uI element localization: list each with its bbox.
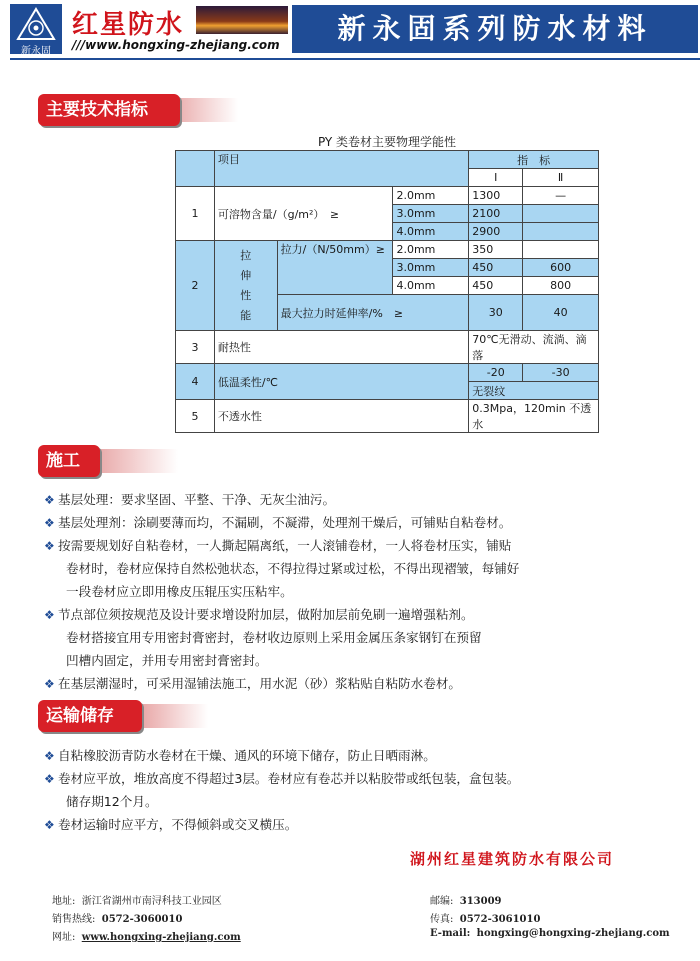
table-row: 3.0mm 2100 [176, 205, 599, 223]
diamond-bullet-icon: ❖ [44, 493, 55, 507]
table-row: 最大拉力时延伸率/% ≥ 30 40 [176, 295, 599, 331]
table-header-row [176, 151, 599, 169]
company-logo [10, 4, 62, 57]
star-triangle-icon [16, 7, 56, 41]
bridge-night-photo [196, 6, 288, 34]
list-item: ❖ 基层处理剂：涂刷要薄而均，不漏刷，不凝滞，处理剂干燥后，可铺贴自粘卷材。 [44, 513, 511, 533]
row2-name: 拉 伸 性 能 [214, 241, 277, 331]
diamond-bullet-icon: ❖ [44, 818, 55, 832]
footer-email: E-mail: hongxing@hongxing-zhejiang.com [430, 928, 670, 939]
header-item: 项目 [214, 151, 468, 187]
table-row: 4.0mm 2900 [176, 223, 599, 241]
list-item: ❖ 卷材应平放，堆放高度不得超过3层。卷材应有卷芯并以粘胶带或纸包装，盒包装。 [44, 769, 519, 789]
section-tab-transport [38, 700, 208, 734]
table-row: 2 拉 伸 性 能 拉力/（N/50mm）≥ 2.0mm 350 [176, 241, 599, 259]
diamond-bullet-icon: ❖ [44, 749, 55, 763]
footer-fax: 传真: 0572-3061010 [430, 914, 541, 925]
footer-postcode: 邮编: 313009 [430, 896, 502, 907]
section-title-construction: 施工 [38, 445, 100, 477]
section-tab-tech [38, 94, 238, 128]
header-grade-II: Ⅱ [523, 169, 599, 187]
table-row: 3.0mm 450 600 [176, 259, 599, 277]
list-item: ❖ 按需要规划好自粘卷材，一人撕起隔离纸，一人滚铺卷材，一人将卷材压实，铺贴 [44, 536, 511, 556]
page-header [0, 0, 700, 58]
website-link[interactable]: www.hongxing-zhejiang.com [81, 932, 241, 943]
email-link[interactable]: hongxing@hongxing-zhejiang.com [476, 928, 670, 939]
section-title-transport: 运输储存 [38, 700, 142, 732]
table-row: 4.0mm 450 800 [176, 277, 599, 295]
header-index: 指 标 [469, 151, 599, 169]
list-item: ❖ 在基层潮湿时，可采用湿铺法施工，用水泥（砂）浆粘贴自粘防水卷材。 [44, 674, 461, 694]
table-row: 5 不透水性 0.3Mpa，120min 不透水 [176, 400, 599, 433]
list-item: ❖ 自粘橡胶沥青防水卷材在干燥、通风的环境下储存，防止日晒雨淋。 [44, 746, 436, 766]
table-row: 无裂纹 [176, 382, 599, 400]
diamond-bullet-icon: ❖ [44, 516, 55, 530]
properties-table [175, 150, 599, 433]
diamond-bullet-icon: ❖ [44, 539, 55, 553]
diamond-bullet-icon: ❖ [44, 677, 55, 691]
section-tab-construction [38, 445, 178, 479]
table-row: 4 低温柔性/℃ -20 -30 [176, 364, 599, 382]
row2-pull: 拉力/（N/50mm）≥ [277, 241, 393, 295]
footer-website: 网址: www.hongxing-zhejiang.com [52, 932, 241, 943]
header-divider [10, 58, 700, 60]
table-row: 1 可溶物含量/（g/m²） ≥ 2.0mm 1300 — [176, 187, 599, 205]
header-banner: 新永固系列防水材料 [292, 5, 698, 53]
diamond-bullet-icon: ❖ [44, 772, 55, 786]
list-item: ❖ 节点部位须按规范及设计要求增设附加层，做附加层前免刷一遍增强粘剂。 [44, 605, 474, 625]
header-grade-I: Ⅰ [469, 169, 523, 187]
brand-name: 红星防水 [72, 10, 185, 40]
row2-elongation: 最大拉力时延伸率/% ≥ [277, 295, 469, 331]
section-title-tech: 主要技术指标 [38, 94, 180, 126]
list-item: ❖ 卷材运输时应平方，不得倾斜或交叉横压。 [44, 815, 297, 835]
logo-caption: 新永固 [21, 46, 51, 57]
header-website: ///www.hongxing-zhejiang.com [72, 38, 280, 52]
diamond-bullet-icon: ❖ [44, 608, 55, 622]
row1-name: 可溶物含量/（g/m²） ≥ [214, 187, 393, 241]
footer-hotline: 销售热线: 0572-3060010 [52, 914, 183, 925]
list-item: ❖ 基层处理：要求坚固、平整、干净、无灰尘油污。 [44, 490, 335, 510]
table-row: 3 耐热性 70℃无滑动、流淌、滴落 [176, 331, 599, 364]
company-name: 湖州红星建筑防水有限公司 [410, 850, 615, 868]
table-title: PY 类卷材主要物理学能性 [317, 135, 457, 149]
footer-address: 地址: 浙江省湖州市南浔科技工业园区 [52, 896, 222, 907]
